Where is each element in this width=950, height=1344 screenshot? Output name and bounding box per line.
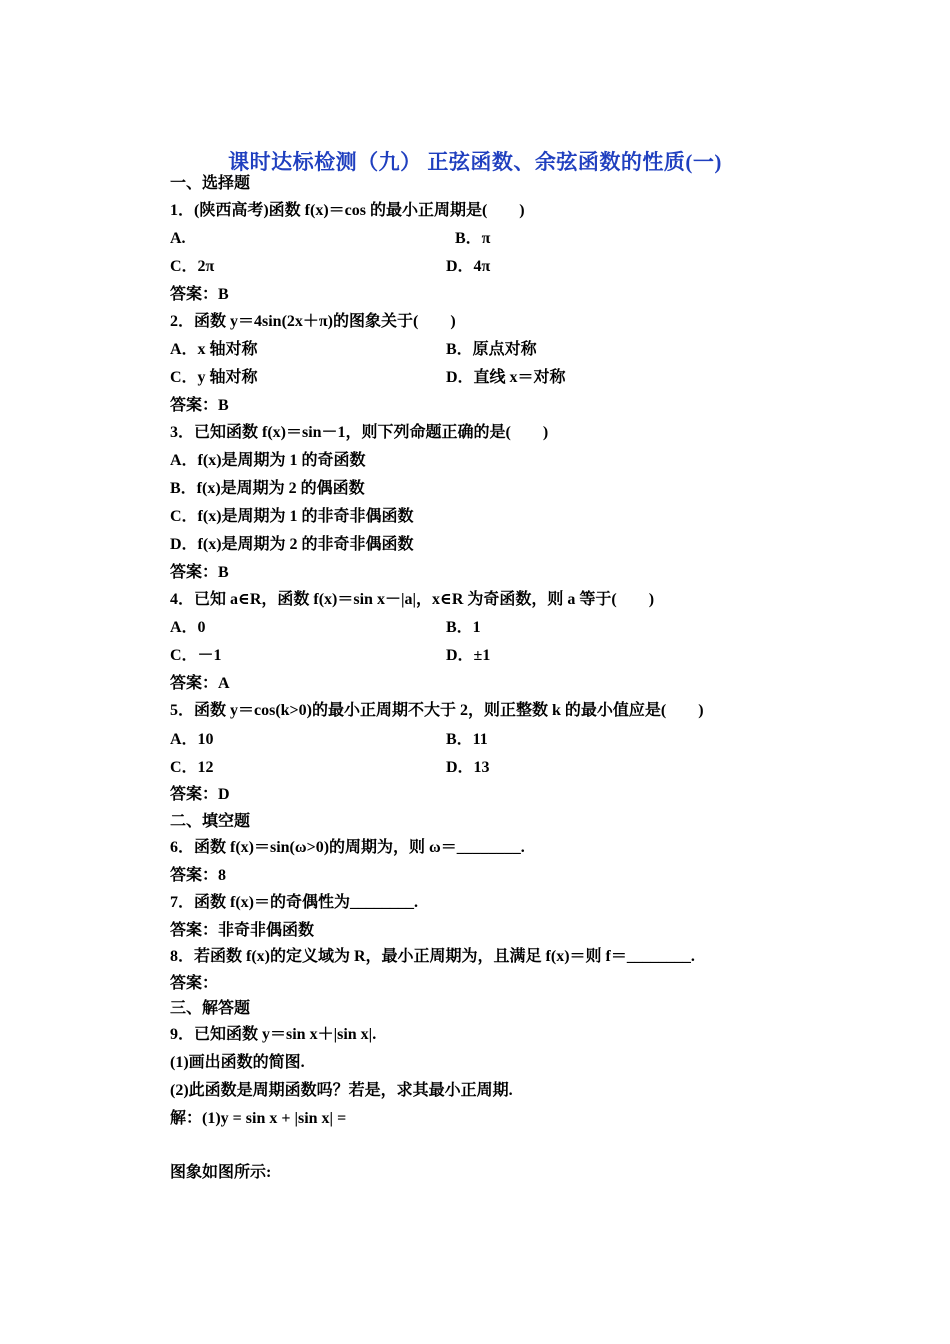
text-line-s2: 二、填空题	[170, 813, 251, 830]
text-line-q3b: B．f(x)是周期为 2 的偶函数	[170, 480, 365, 497]
text-line-sol: 解：(1)y = sin x + |sin x| =	[170, 1110, 347, 1127]
option-q5d: D．13	[446, 759, 490, 776]
text-line-s1: 一、选择题	[170, 175, 251, 192]
text-line-q1: 1．(陕西高考)函数 f(x)＝cos 的最小正周期是( )	[170, 202, 525, 219]
text-line-q2c: C．y 轴对称	[170, 369, 258, 386]
text-line-q8: 8．若函数 f(x)的定义域为 R，最小正周期为，且满足 f(x)＝则 f＝________.	[170, 948, 695, 965]
option-q4b: B．1	[446, 619, 481, 636]
text-line-s3: 三、解答题	[170, 1000, 251, 1017]
text-line-q5: 5．函数 y＝cos(k>0)的最小正周期不大于 2，则正整数 k 的最小值应是( )	[170, 702, 704, 719]
text-line-a2: 答案：B	[170, 397, 229, 414]
text-line-q1c: C．2π	[170, 258, 215, 275]
text-line-a8: 答案：	[170, 975, 219, 992]
text-line-q9: 9．已知函数 y＝sin x＋|sin x|.	[170, 1026, 377, 1043]
text-line-q2: 2．函数 y＝4sin(2x＋π)的图象关于( )	[170, 313, 456, 330]
text-line-q4a: A．0	[170, 619, 206, 636]
text-line-q5a: A．10	[170, 731, 214, 748]
text-line-q7: 7．函数 f(x)＝的奇偶性为________.	[170, 894, 418, 911]
text-line-a6: 答案：8	[170, 867, 227, 884]
text-line-q3: 3．已知函数 f(x)＝sin－1，则下列命题正确的是( )	[170, 424, 549, 441]
text-line-q3c: C．f(x)是周期为 1 的非奇非偶函数	[170, 508, 414, 525]
text-line-q4c: C．－1	[170, 647, 222, 664]
text-line-q9_1: (1)画出函数的简图.	[170, 1054, 305, 1071]
text-line-q2a: A．x 轴对称	[170, 341, 258, 358]
page-title: 课时达标检测（九） 正弦函数、余弦函数的性质(一)	[228, 150, 722, 174]
text-line-q1a: A.	[170, 230, 186, 247]
option-q2d: D．直线 x＝对称	[446, 369, 566, 386]
text-line-a1: 答案：B	[170, 286, 229, 303]
option-q4d: D．±1	[446, 647, 491, 664]
option-q5b: B．11	[446, 731, 488, 748]
text-line-fig: 图象如图所示:	[170, 1164, 272, 1181]
text-line-q5c: C．12	[170, 759, 214, 776]
option-q1d: D．4π	[446, 258, 491, 275]
text-line-a5: 答案：D	[170, 786, 230, 803]
text-line-q6: 6．函数 f(x)＝sin(ω>0)的周期为，则 ω＝________.	[170, 839, 525, 856]
text-line-q3d: D．f(x)是周期为 2 的非奇非偶函数	[170, 536, 414, 553]
text-line-q3a: A．f(x)是周期为 1 的奇函数	[170, 452, 366, 469]
text-line-q9_2: (2)此函数是周期函数吗？若是，求其最小正周期.	[170, 1082, 513, 1099]
text-line-q4: 4．已知 a∈R，函数 f(x)＝sin x－|a|，x∈R 为奇函数，则 a 等于( )	[170, 591, 655, 608]
text-line-a4: 答案：A	[170, 675, 230, 692]
option-q2b: B．原点对称	[446, 341, 537, 358]
text-line-a7: 答案：非奇非偶函数	[170, 922, 315, 939]
option-q1b: B．π	[455, 230, 491, 247]
text-line-a3: 答案：B	[170, 564, 229, 581]
